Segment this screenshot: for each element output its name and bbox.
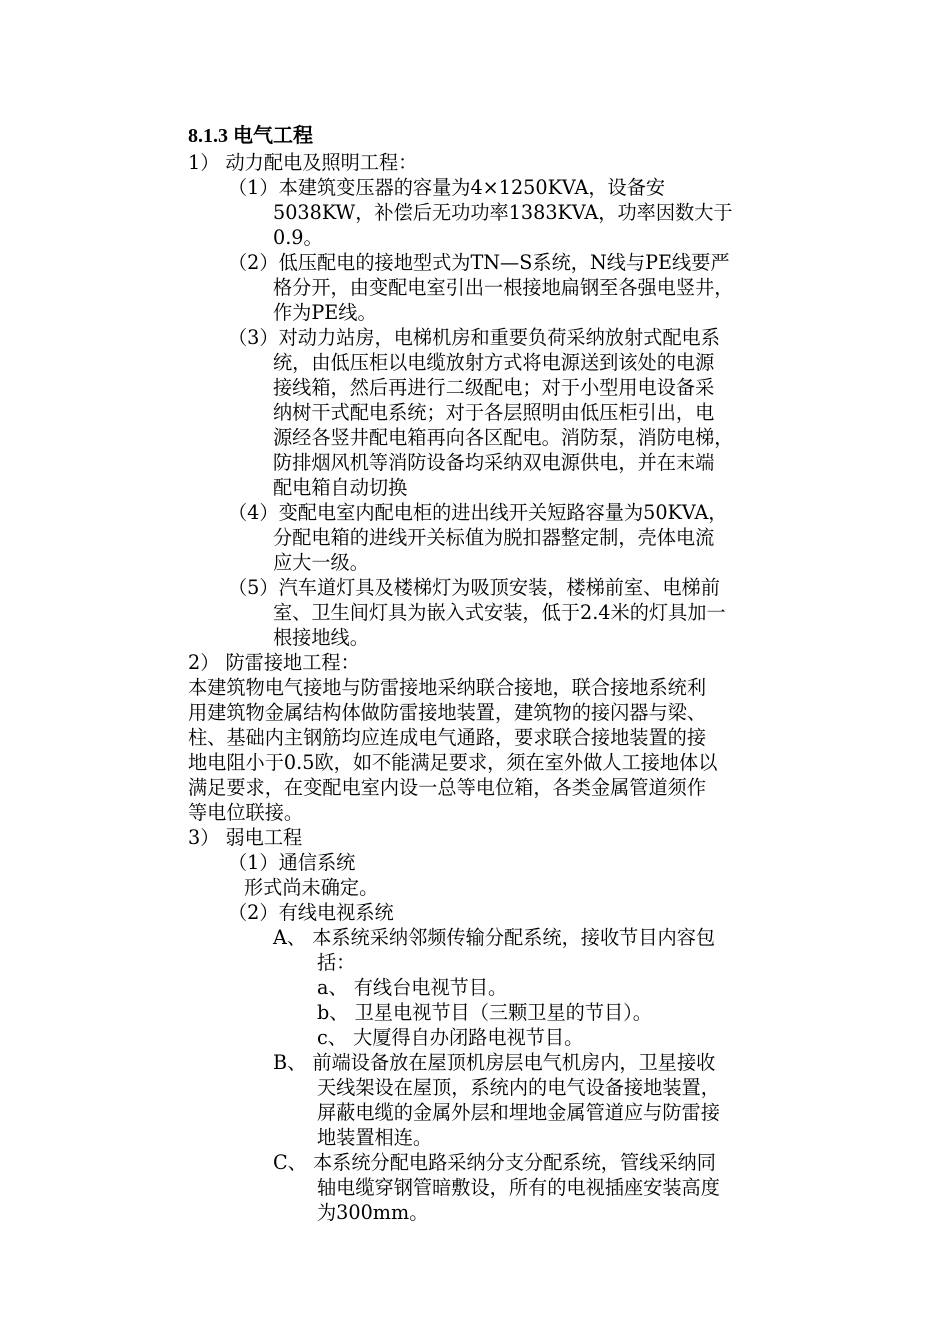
paragraph-line: 防排烟风机等消防设备均采纳双电源供电，并在末端 — [273, 451, 715, 474]
paragraph-line: 分配电箱的进线开关标值为脱扣器整定制，壳体电流 — [273, 526, 715, 549]
paragraph-line: 应大一级。 — [273, 551, 369, 574]
paragraph-line: （1）通信系统 — [228, 851, 356, 874]
section-3-title: 3） 弱电工程 — [188, 826, 303, 849]
paragraph-line: 轴电缆穿钢管暗敷设，所有的电视插座安装高度 — [317, 1176, 720, 1199]
paragraph-line: 统，由低压柜以电缆放射方式将电源送到该处的电源 — [273, 351, 715, 374]
paragraph-line: （2）低压配电的接地型式为TN—S系统，N线与PE线要严 — [228, 251, 730, 274]
paragraph-line: 用建筑物金属结构体做防雷接地装置，建筑物的接闪器与梁、 — [188, 701, 707, 724]
paragraph-line: 形式尚未确定。 — [244, 876, 379, 899]
paragraph-line: （1）本建筑变压器的容量为4×1250KVA，设备安 — [228, 176, 666, 199]
paragraph-line: b、 卫星电视节目（三颗卫星的节目）。 — [317, 1001, 652, 1024]
paragraph-line: 0.9。 — [273, 226, 323, 249]
paragraph-line: 接线箱，然后再进行二级配电；对于小型用电设备采 — [273, 376, 715, 399]
paragraph-line: 地装置相连。 — [317, 1126, 433, 1149]
section-heading: 8.1.3 电气工程 — [188, 125, 313, 147]
paragraph-line: 作为PE线。 — [273, 301, 377, 324]
paragraph-line: 5038KW，补偿后无功功率1383KVA，功率因数大于 — [273, 201, 733, 224]
paragraph-line: 为300mm。 — [317, 1201, 429, 1224]
paragraph-line: （5）汽车道灯具及楼梯灯为吸顶安装，楼梯前室、电梯前 — [228, 576, 720, 599]
paragraph-line: （4）变配电室内配电柜的进出线开关短路容量为50KVA， — [228, 501, 728, 524]
paragraph-line: （2）有线电视系统 — [228, 901, 394, 924]
paragraph-line: 柱、基础内主钢筋均应连成电气通路，要求联合接地装置的接 — [188, 726, 707, 749]
paragraph-line: 天线架设在屋顶，系统内的电气设备接地装置， — [317, 1076, 720, 1099]
paragraph-line: （3）对动力站房，电梯机房和重要负荷采纳放射式配电系 — [228, 326, 720, 349]
paragraph-line: 格分开，由变配电室引出一根接地扁钢至各强电竖井， — [273, 276, 734, 299]
paragraph-line: 配电箱自动切换 — [273, 476, 408, 499]
section-2-title: 2） 防雷接地工程： — [188, 651, 360, 674]
paragraph-line: 室、卫生间灯具为嵌入式安装，低于2.4米的灯具加一 — [273, 601, 726, 624]
paragraph-line: 屏蔽电缆的金属外层和埋地金属管道应与防雷接 — [317, 1101, 720, 1124]
paragraph-line: 满足要求，在变配电室内设一总等电位箱，各类金属管道须作 — [188, 776, 707, 799]
paragraph-line: 源经各竖井配电箱再向各区配电。消防泵，消防电梯， — [273, 426, 734, 449]
paragraph-line: A、 本系统采纳邻频传输分配系统，接收节目内容包 — [273, 926, 716, 949]
paragraph-line: C、 本系统分配电路采纳分支分配系统，管线采纳同 — [273, 1151, 716, 1174]
paragraph-line: a、 有线台电视节目。 — [317, 976, 508, 999]
paragraph-line: 根接地线。 — [273, 626, 369, 649]
paragraph-line: 括： — [317, 951, 356, 974]
paragraph-line: B、 前端设备放在屋顶机房层电气机房内，卫星接收 — [273, 1051, 716, 1074]
paragraph-line: 本建筑物电气接地与防雷接地采纳联合接地，联合接地系统利 — [188, 676, 707, 699]
paragraph-line: 等电位联接。 — [188, 801, 304, 824]
paragraph-line: 纳树干式配电系统；对于各层照明由低压柜引出，电 — [273, 401, 715, 424]
paragraph-line: c、 大厦得自办闭路电视节目。 — [317, 1026, 584, 1049]
section-1-title: 1） 动力配电及照明工程： — [188, 151, 418, 174]
paragraph-line: 地电阻小于0.5欧，如不能满足要求，须在室外做人工接地体以 — [188, 751, 718, 774]
